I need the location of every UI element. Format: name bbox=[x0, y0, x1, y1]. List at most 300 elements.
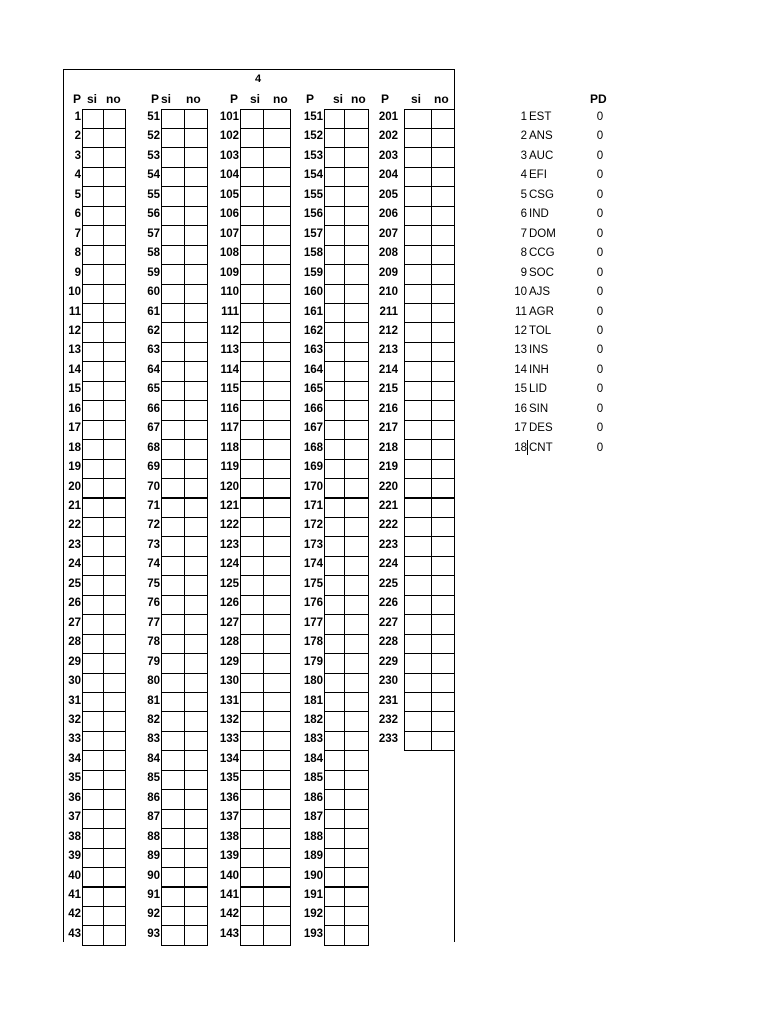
answer-cell-no[interactable] bbox=[184, 575, 208, 595]
answer-cell-no[interactable] bbox=[344, 459, 369, 479]
answer-cell-no[interactable] bbox=[431, 381, 455, 401]
answer-cell-si[interactable] bbox=[324, 186, 345, 206]
answer-cell-no[interactable] bbox=[184, 186, 208, 206]
answer-cell-no[interactable] bbox=[263, 867, 291, 887]
answer-cell-si[interactable] bbox=[404, 459, 432, 479]
answer-cell-si[interactable] bbox=[404, 439, 432, 459]
answer-cell-si[interactable] bbox=[324, 653, 345, 673]
answer-cell-no[interactable] bbox=[344, 848, 369, 868]
answer-cell-no[interactable] bbox=[263, 575, 291, 595]
answer-cell-no[interactable] bbox=[344, 245, 369, 265]
answer-cell-si[interactable] bbox=[82, 556, 104, 576]
answer-cell-si[interactable] bbox=[404, 245, 432, 265]
answer-cell-no[interactable] bbox=[184, 322, 208, 342]
answer-cell-no[interactable] bbox=[184, 420, 208, 440]
answer-cell-no[interactable] bbox=[344, 614, 369, 634]
answer-cell-si[interactable] bbox=[324, 459, 345, 479]
answer-cell-si[interactable] bbox=[161, 284, 185, 304]
answer-cell-no[interactable] bbox=[344, 925, 369, 945]
answer-cell-si[interactable] bbox=[404, 342, 432, 362]
answer-cell-no[interactable] bbox=[103, 245, 126, 265]
answer-cell-si[interactable] bbox=[324, 750, 345, 770]
answer-cell-si[interactable] bbox=[82, 206, 104, 226]
answer-cell-no[interactable] bbox=[184, 167, 208, 187]
answer-cell-si[interactable] bbox=[161, 673, 185, 693]
answer-cell-no[interactable] bbox=[184, 400, 208, 420]
answer-cell-si[interactable] bbox=[82, 770, 104, 790]
answer-cell-no[interactable] bbox=[103, 498, 126, 518]
answer-cell-no[interactable] bbox=[263, 459, 291, 479]
answer-cell-si[interactable] bbox=[404, 128, 432, 148]
answer-cell-no[interactable] bbox=[103, 848, 126, 868]
answer-cell-no[interactable] bbox=[344, 653, 369, 673]
answer-cell-no[interactable] bbox=[103, 147, 126, 167]
answer-cell-si[interactable] bbox=[82, 517, 104, 537]
answer-cell-si[interactable] bbox=[240, 614, 264, 634]
answer-cell-si[interactable] bbox=[161, 634, 185, 654]
answer-cell-si[interactable] bbox=[404, 692, 432, 712]
answer-cell-si[interactable] bbox=[82, 653, 104, 673]
answer-cell-no[interactable] bbox=[263, 517, 291, 537]
answer-cell-no[interactable] bbox=[103, 867, 126, 887]
answer-cell-no[interactable] bbox=[184, 828, 208, 848]
answer-cell-si[interactable] bbox=[324, 264, 345, 284]
answer-cell-no[interactable] bbox=[344, 420, 369, 440]
answer-cell-si[interactable] bbox=[161, 750, 185, 770]
answer-cell-si[interactable] bbox=[82, 614, 104, 634]
answer-cell-no[interactable] bbox=[344, 750, 369, 770]
answer-cell-si[interactable] bbox=[82, 925, 104, 945]
answer-cell-si[interactable] bbox=[161, 887, 185, 907]
answer-cell-no[interactable] bbox=[431, 498, 455, 518]
answer-cell-no[interactable] bbox=[263, 848, 291, 868]
answer-cell-no[interactable] bbox=[431, 361, 455, 381]
answer-cell-si[interactable] bbox=[404, 614, 432, 634]
answer-cell-si[interactable] bbox=[161, 848, 185, 868]
answer-cell-no[interactable] bbox=[103, 420, 126, 440]
answer-cell-no[interactable] bbox=[344, 284, 369, 304]
answer-cell-si[interactable] bbox=[161, 692, 185, 712]
answer-cell-no[interactable] bbox=[184, 770, 208, 790]
answer-cell-no[interactable] bbox=[103, 361, 126, 381]
answer-cell-no[interactable] bbox=[184, 381, 208, 401]
answer-cell-no[interactable] bbox=[184, 439, 208, 459]
answer-cell-si[interactable] bbox=[82, 361, 104, 381]
answer-cell-si[interactable] bbox=[161, 225, 185, 245]
answer-cell-no[interactable] bbox=[184, 556, 208, 576]
answer-cell-no[interactable] bbox=[344, 478, 369, 498]
answer-cell-no[interactable] bbox=[263, 206, 291, 226]
answer-cell-si[interactable] bbox=[324, 595, 345, 615]
answer-cell-no[interactable] bbox=[103, 614, 126, 634]
answer-cell-si[interactable] bbox=[324, 809, 345, 829]
answer-cell-si[interactable] bbox=[82, 731, 104, 751]
answer-cell-si[interactable] bbox=[240, 225, 264, 245]
answer-cell-no[interactable] bbox=[184, 809, 208, 829]
answer-cell-no[interactable] bbox=[263, 595, 291, 615]
answer-cell-no[interactable] bbox=[344, 206, 369, 226]
answer-cell-si[interactable] bbox=[240, 867, 264, 887]
answer-cell-si[interactable] bbox=[240, 828, 264, 848]
answer-cell-no[interactable] bbox=[103, 556, 126, 576]
answer-cell-si[interactable] bbox=[240, 342, 264, 362]
answer-cell-si[interactable] bbox=[161, 867, 185, 887]
answer-cell-no[interactable] bbox=[184, 614, 208, 634]
answer-cell-no[interactable] bbox=[344, 400, 369, 420]
answer-cell-si[interactable] bbox=[324, 381, 345, 401]
answer-cell-si[interactable] bbox=[161, 186, 185, 206]
answer-cell-si[interactable] bbox=[404, 478, 432, 498]
answer-cell-si[interactable] bbox=[324, 536, 345, 556]
answer-cell-no[interactable] bbox=[103, 284, 126, 304]
answer-cell-no[interactable] bbox=[344, 867, 369, 887]
answer-cell-no[interactable] bbox=[184, 147, 208, 167]
answer-cell-si[interactable] bbox=[82, 128, 104, 148]
answer-cell-si[interactable] bbox=[324, 225, 345, 245]
answer-cell-si[interactable] bbox=[404, 147, 432, 167]
answer-cell-si[interactable] bbox=[324, 109, 345, 129]
answer-cell-no[interactable] bbox=[103, 653, 126, 673]
answer-cell-si[interactable] bbox=[161, 731, 185, 751]
answer-cell-no[interactable] bbox=[344, 828, 369, 848]
answer-cell-si[interactable] bbox=[240, 264, 264, 284]
answer-cell-no[interactable] bbox=[263, 789, 291, 809]
answer-cell-no[interactable] bbox=[263, 342, 291, 362]
answer-cell-no[interactable] bbox=[103, 595, 126, 615]
answer-cell-no[interactable] bbox=[344, 439, 369, 459]
answer-cell-si[interactable] bbox=[82, 400, 104, 420]
answer-cell-no[interactable] bbox=[103, 206, 126, 226]
answer-cell-no[interactable] bbox=[184, 887, 208, 907]
answer-cell-no[interactable] bbox=[263, 653, 291, 673]
answer-cell-no[interactable] bbox=[184, 789, 208, 809]
answer-cell-no[interactable] bbox=[344, 906, 369, 926]
answer-cell-no[interactable] bbox=[103, 906, 126, 926]
answer-cell-no[interactable] bbox=[344, 517, 369, 537]
answer-cell-si[interactable] bbox=[240, 809, 264, 829]
answer-cell-no[interactable] bbox=[263, 478, 291, 498]
answer-cell-si[interactable] bbox=[324, 906, 345, 926]
answer-cell-no[interactable] bbox=[344, 128, 369, 148]
answer-cell-si[interactable] bbox=[82, 750, 104, 770]
answer-cell-si[interactable] bbox=[240, 848, 264, 868]
answer-cell-no[interactable] bbox=[344, 167, 369, 187]
answer-cell-no[interactable] bbox=[431, 206, 455, 226]
answer-cell-si[interactable] bbox=[82, 711, 104, 731]
answer-cell-si[interactable] bbox=[161, 595, 185, 615]
answer-cell-no[interactable] bbox=[184, 284, 208, 304]
answer-cell-no[interactable] bbox=[344, 264, 369, 284]
answer-cell-no[interactable] bbox=[103, 770, 126, 790]
answer-cell-si[interactable] bbox=[161, 498, 185, 518]
answer-cell-no[interactable] bbox=[344, 322, 369, 342]
answer-cell-si[interactable] bbox=[240, 536, 264, 556]
answer-cell-si[interactable] bbox=[240, 459, 264, 479]
answer-cell-si[interactable] bbox=[324, 400, 345, 420]
answer-cell-no[interactable] bbox=[344, 575, 369, 595]
answer-cell-no[interactable] bbox=[431, 614, 455, 634]
answer-cell-no[interactable] bbox=[184, 925, 208, 945]
answer-cell-si[interactable] bbox=[161, 828, 185, 848]
answer-cell-no[interactable] bbox=[431, 147, 455, 167]
answer-cell-no[interactable] bbox=[431, 692, 455, 712]
answer-cell-no[interactable] bbox=[184, 459, 208, 479]
answer-cell-si[interactable] bbox=[324, 556, 345, 576]
answer-cell-si[interactable] bbox=[240, 556, 264, 576]
answer-cell-si[interactable] bbox=[82, 245, 104, 265]
answer-cell-no[interactable] bbox=[431, 731, 455, 751]
answer-cell-no[interactable] bbox=[103, 439, 126, 459]
answer-cell-si[interactable] bbox=[82, 848, 104, 868]
answer-cell-no[interactable] bbox=[103, 303, 126, 323]
answer-cell-si[interactable] bbox=[240, 128, 264, 148]
answer-cell-si[interactable] bbox=[82, 867, 104, 887]
answer-cell-no[interactable] bbox=[263, 809, 291, 829]
answer-cell-si[interactable] bbox=[240, 731, 264, 751]
answer-cell-si[interactable] bbox=[161, 809, 185, 829]
answer-cell-no[interactable] bbox=[431, 575, 455, 595]
answer-cell-no[interactable] bbox=[263, 128, 291, 148]
answer-cell-si[interactable] bbox=[82, 692, 104, 712]
answer-cell-no[interactable] bbox=[263, 711, 291, 731]
answer-cell-si[interactable] bbox=[161, 381, 185, 401]
answer-cell-si[interactable] bbox=[324, 361, 345, 381]
answer-cell-si[interactable] bbox=[404, 186, 432, 206]
answer-cell-si[interactable] bbox=[240, 206, 264, 226]
answer-cell-si[interactable] bbox=[82, 420, 104, 440]
answer-cell-si[interactable] bbox=[82, 828, 104, 848]
answer-cell-no[interactable] bbox=[344, 498, 369, 518]
answer-cell-si[interactable] bbox=[404, 167, 432, 187]
answer-cell-no[interactable] bbox=[431, 245, 455, 265]
answer-cell-si[interactable] bbox=[161, 147, 185, 167]
answer-cell-no[interactable] bbox=[103, 887, 126, 907]
answer-cell-si[interactable] bbox=[240, 925, 264, 945]
answer-cell-no[interactable] bbox=[263, 887, 291, 907]
answer-cell-si[interactable] bbox=[324, 439, 345, 459]
answer-cell-no[interactable] bbox=[431, 303, 455, 323]
answer-cell-no[interactable] bbox=[263, 828, 291, 848]
answer-cell-si[interactable] bbox=[324, 575, 345, 595]
answer-cell-si[interactable] bbox=[82, 809, 104, 829]
answer-cell-no[interactable] bbox=[344, 789, 369, 809]
answer-cell-si[interactable] bbox=[82, 673, 104, 693]
answer-cell-si[interactable] bbox=[82, 342, 104, 362]
answer-cell-no[interactable] bbox=[184, 692, 208, 712]
answer-cell-no[interactable] bbox=[431, 459, 455, 479]
answer-cell-no[interactable] bbox=[263, 284, 291, 304]
answer-cell-no[interactable] bbox=[344, 536, 369, 556]
answer-cell-si[interactable] bbox=[404, 556, 432, 576]
answer-cell-si[interactable] bbox=[82, 575, 104, 595]
answer-cell-si[interactable] bbox=[161, 789, 185, 809]
answer-cell-no[interactable] bbox=[263, 498, 291, 518]
answer-cell-no[interactable] bbox=[184, 906, 208, 926]
answer-cell-si[interactable] bbox=[240, 653, 264, 673]
answer-cell-no[interactable] bbox=[103, 634, 126, 654]
answer-cell-si[interactable] bbox=[240, 595, 264, 615]
answer-cell-no[interactable] bbox=[344, 887, 369, 907]
answer-cell-no[interactable] bbox=[344, 692, 369, 712]
answer-cell-no[interactable] bbox=[103, 381, 126, 401]
answer-cell-no[interactable] bbox=[103, 400, 126, 420]
answer-cell-si[interactable] bbox=[161, 439, 185, 459]
answer-cell-no[interactable] bbox=[103, 692, 126, 712]
answer-cell-si[interactable] bbox=[161, 420, 185, 440]
answer-cell-si[interactable] bbox=[161, 770, 185, 790]
answer-cell-si[interactable] bbox=[240, 361, 264, 381]
answer-cell-si[interactable] bbox=[82, 147, 104, 167]
answer-cell-no[interactable] bbox=[103, 731, 126, 751]
answer-cell-si[interactable] bbox=[240, 439, 264, 459]
answer-cell-no[interactable] bbox=[263, 906, 291, 926]
answer-cell-si[interactable] bbox=[324, 711, 345, 731]
answer-cell-no[interactable] bbox=[184, 634, 208, 654]
answer-cell-si[interactable] bbox=[161, 342, 185, 362]
answer-cell-no[interactable] bbox=[263, 439, 291, 459]
answer-cell-no[interactable] bbox=[263, 245, 291, 265]
answer-cell-no[interactable] bbox=[431, 284, 455, 304]
answer-cell-no[interactable] bbox=[103, 673, 126, 693]
answer-cell-si[interactable] bbox=[240, 147, 264, 167]
answer-cell-no[interactable] bbox=[103, 322, 126, 342]
answer-cell-si[interactable] bbox=[161, 517, 185, 537]
answer-cell-si[interactable] bbox=[82, 381, 104, 401]
answer-cell-si[interactable] bbox=[161, 536, 185, 556]
answer-cell-si[interactable] bbox=[324, 284, 345, 304]
answer-cell-si[interactable] bbox=[82, 303, 104, 323]
answer-cell-si[interactable] bbox=[82, 439, 104, 459]
answer-cell-no[interactable] bbox=[344, 361, 369, 381]
answer-cell-si[interactable] bbox=[324, 245, 345, 265]
answer-cell-si[interactable] bbox=[82, 498, 104, 518]
answer-cell-si[interactable] bbox=[161, 459, 185, 479]
answer-cell-no[interactable] bbox=[184, 867, 208, 887]
answer-cell-no[interactable] bbox=[263, 322, 291, 342]
answer-cell-no[interactable] bbox=[431, 167, 455, 187]
answer-cell-no[interactable] bbox=[103, 167, 126, 187]
answer-cell-si[interactable] bbox=[324, 420, 345, 440]
answer-cell-no[interactable] bbox=[344, 109, 369, 129]
answer-cell-no[interactable] bbox=[344, 809, 369, 829]
answer-cell-si[interactable] bbox=[161, 711, 185, 731]
answer-cell-si[interactable] bbox=[404, 109, 432, 129]
answer-cell-no[interactable] bbox=[103, 186, 126, 206]
answer-cell-si[interactable] bbox=[240, 517, 264, 537]
answer-cell-si[interactable] bbox=[324, 887, 345, 907]
answer-cell-si[interactable] bbox=[324, 342, 345, 362]
answer-cell-si[interactable] bbox=[240, 906, 264, 926]
answer-cell-no[interactable] bbox=[184, 206, 208, 226]
answer-cell-si[interactable] bbox=[161, 128, 185, 148]
answer-cell-si[interactable] bbox=[240, 245, 264, 265]
answer-cell-no[interactable] bbox=[103, 517, 126, 537]
answer-cell-no[interactable] bbox=[431, 517, 455, 537]
answer-cell-no[interactable] bbox=[263, 556, 291, 576]
answer-cell-no[interactable] bbox=[263, 264, 291, 284]
answer-cell-si[interactable] bbox=[404, 284, 432, 304]
answer-cell-si[interactable] bbox=[404, 322, 432, 342]
answer-cell-si[interactable] bbox=[161, 556, 185, 576]
answer-cell-si[interactable] bbox=[240, 420, 264, 440]
answer-cell-no[interactable] bbox=[263, 614, 291, 634]
answer-cell-no[interactable] bbox=[103, 264, 126, 284]
answer-cell-si[interactable] bbox=[324, 848, 345, 868]
answer-cell-no[interactable] bbox=[344, 147, 369, 167]
answer-cell-no[interactable] bbox=[263, 420, 291, 440]
answer-cell-no[interactable] bbox=[431, 264, 455, 284]
answer-cell-no[interactable] bbox=[103, 828, 126, 848]
answer-cell-no[interactable] bbox=[431, 109, 455, 129]
answer-cell-no[interactable] bbox=[184, 342, 208, 362]
answer-cell-no[interactable] bbox=[431, 595, 455, 615]
answer-cell-no[interactable] bbox=[431, 420, 455, 440]
answer-cell-no[interactable] bbox=[344, 381, 369, 401]
answer-cell-si[interactable] bbox=[161, 245, 185, 265]
answer-cell-si[interactable] bbox=[240, 789, 264, 809]
answer-cell-no[interactable] bbox=[431, 186, 455, 206]
answer-cell-no[interactable] bbox=[344, 556, 369, 576]
answer-cell-no[interactable] bbox=[184, 595, 208, 615]
answer-cell-no[interactable] bbox=[431, 478, 455, 498]
answer-cell-no[interactable] bbox=[431, 653, 455, 673]
answer-cell-si[interactable] bbox=[404, 264, 432, 284]
answer-cell-no[interactable] bbox=[103, 225, 126, 245]
answer-cell-no[interactable] bbox=[263, 692, 291, 712]
answer-cell-no[interactable] bbox=[184, 750, 208, 770]
answer-cell-si[interactable] bbox=[404, 381, 432, 401]
answer-cell-si[interactable] bbox=[240, 186, 264, 206]
answer-cell-si[interactable] bbox=[161, 303, 185, 323]
answer-cell-no[interactable] bbox=[431, 556, 455, 576]
answer-cell-no[interactable] bbox=[431, 673, 455, 693]
answer-cell-no[interactable] bbox=[184, 517, 208, 537]
answer-cell-si[interactable] bbox=[324, 614, 345, 634]
answer-cell-si[interactable] bbox=[82, 536, 104, 556]
answer-cell-no[interactable] bbox=[431, 439, 455, 459]
answer-cell-si[interactable] bbox=[404, 536, 432, 556]
answer-cell-no[interactable] bbox=[184, 361, 208, 381]
answer-cell-no[interactable] bbox=[263, 109, 291, 129]
answer-cell-si[interactable] bbox=[324, 498, 345, 518]
answer-cell-no[interactable] bbox=[263, 303, 291, 323]
answer-cell-no[interactable] bbox=[184, 478, 208, 498]
answer-cell-no[interactable] bbox=[103, 809, 126, 829]
answer-cell-si[interactable] bbox=[82, 887, 104, 907]
answer-cell-si[interactable] bbox=[324, 731, 345, 751]
answer-cell-si[interactable] bbox=[82, 906, 104, 926]
answer-cell-no[interactable] bbox=[344, 303, 369, 323]
answer-cell-si[interactable] bbox=[324, 692, 345, 712]
answer-cell-no[interactable] bbox=[344, 673, 369, 693]
answer-cell-si[interactable] bbox=[82, 634, 104, 654]
answer-cell-si[interactable] bbox=[240, 634, 264, 654]
answer-cell-no[interactable] bbox=[184, 303, 208, 323]
answer-cell-no[interactable] bbox=[344, 634, 369, 654]
answer-cell-si[interactable] bbox=[324, 770, 345, 790]
answer-cell-si[interactable] bbox=[240, 167, 264, 187]
answer-cell-no[interactable] bbox=[184, 245, 208, 265]
answer-cell-si[interactable] bbox=[404, 420, 432, 440]
answer-cell-no[interactable] bbox=[103, 128, 126, 148]
answer-cell-no[interactable] bbox=[431, 322, 455, 342]
answer-cell-si[interactable] bbox=[404, 400, 432, 420]
answer-cell-si[interactable] bbox=[324, 925, 345, 945]
answer-cell-no[interactable] bbox=[431, 711, 455, 731]
answer-cell-si[interactable] bbox=[161, 322, 185, 342]
answer-cell-si[interactable] bbox=[324, 634, 345, 654]
answer-cell-si[interactable] bbox=[161, 167, 185, 187]
